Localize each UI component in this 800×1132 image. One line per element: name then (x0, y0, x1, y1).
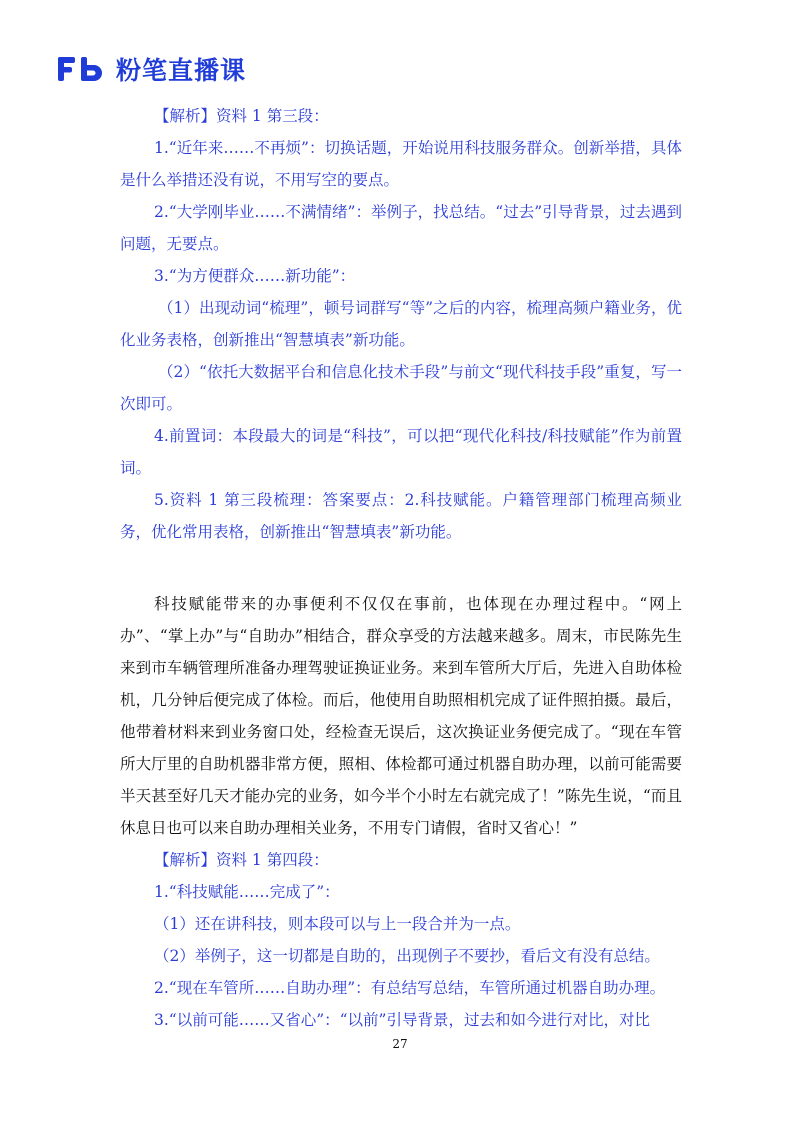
analysis-item: 3.“为方便群众……新功能”： (154, 267, 356, 285)
analysis-title: 【解析】资料 1 第四段： (154, 851, 329, 869)
page-content (120, 100, 682, 1036)
analysis-item: 5.资料 1 第三段梳理：答案要点：2.科技赋能。户籍管理部门梳理高频业务，优化常用表格，创新推出“智慧填表”新功能。 (120, 491, 682, 541)
analysis-item: 1.“近年来……不再烦”：切换话题，开始说用科技服务群众。创新举措，具体是什么举措还没有说，不用写空的要点。 (120, 139, 682, 189)
analysis-item: 2.“现在车管所……自助办理”：有总结写总结，车管所通过机器自助办理。 (154, 979, 666, 997)
analysis-subitem: （2）举例子，这一切都是自助的，出现例子不要抄，看后文有没有总结。 (154, 947, 660, 965)
analysis-subitem: （1）还在讲科技，则本段可以与上一段合并为一点。 (154, 915, 521, 933)
analysis-item: 1.“科技赋能……完成了”： (154, 883, 340, 901)
page-number: 27 (392, 1037, 408, 1051)
fb-logo-icon (56, 54, 108, 84)
brand-logo (56, 52, 246, 86)
analysis-title: 【解析】资料 1 第三段： (154, 107, 329, 125)
analysis-item: 3.“以前可能……又省心”：“以前”引导背景，过去和如今进行对比，对比 (154, 1011, 650, 1029)
source-passage: 科技赋能带来的办事便利不仅仅在事前，也体现在办理过程中。“网上办”、“掌上办”与“自助办”相结合，群众享受的方法越来越多。周末，市民陈先生来到市车辆管理所准备办理驾驶证换证业务。来到车管所大厅后，先进入自助体检机，几分钟后便完成了体检。而后，他使用自助照相机完成了证件照拍摄。最后，他带着材料来到业务窗口处，经检查无误后，这次换证业务便完成了。“现在车管所大厅里的自助机器非常方便，照相、体检都可通过机器自助办理，以前可能需要半天甚至好几天才能办完的业务，如今半个小时左右就完成了！”陈先生说，“而且休息日也可以来自助办理相关业务，不用专门请假，省时又省心！” (120, 595, 682, 837)
analysis-item: 4.前置词：本段最大的词是“科技”，可以把“现代化科技/科技赋能”作为前置词。 (120, 427, 682, 477)
brand-name: 粉笔直播课 (116, 56, 247, 85)
analysis-subitem: （2）“依托大数据平台和信息化技术手段”与前文“现代科技手段”重复，写一次即可。 (120, 363, 682, 413)
analysis-item: 2.“大学刚毕业……不满情绪”：举例子，找总结。“过去”引导背景，过去遇到问题，无要点。 (120, 203, 682, 253)
analysis-subitem: （1）出现动词“梳理”，顿号词群写“等”之后的内容，梳理高频户籍业务，优化业务表格，创新推出“智慧填表”新功能。 (120, 299, 682, 349)
section-gap (120, 548, 682, 588)
